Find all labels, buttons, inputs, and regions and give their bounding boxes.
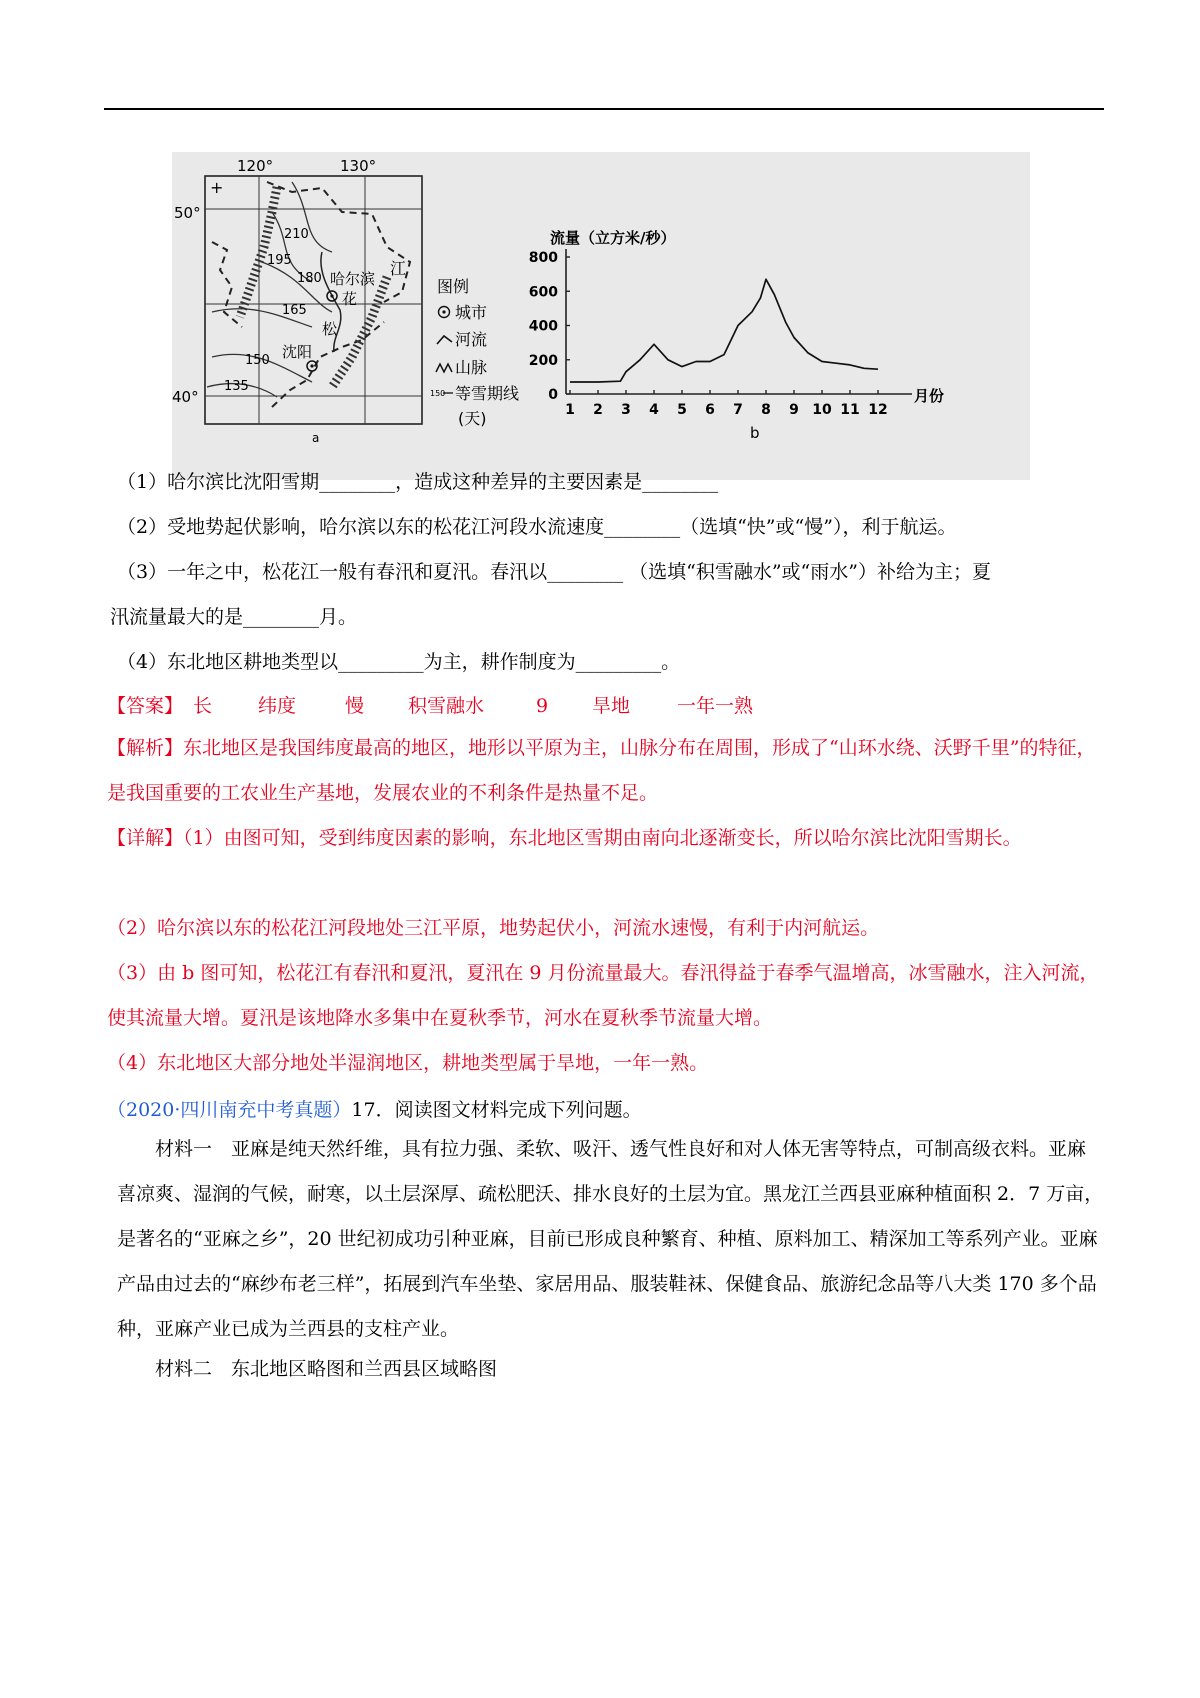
legend-city-dot xyxy=(442,310,445,313)
chart-y-tick-label: 200 xyxy=(528,352,558,369)
legend-item-river: 河流 xyxy=(455,330,488,349)
chart-x-tick-label: 8 xyxy=(761,402,771,418)
chart-x-tick-label: 11 xyxy=(840,402,860,418)
city-label-shenyang: 沈阳 xyxy=(282,343,313,361)
chart-x-tick-label: 2 xyxy=(593,402,603,418)
answer-item: 一年一熟 xyxy=(677,695,754,717)
detail-label: 【详解】 xyxy=(107,827,184,849)
chart-x-tick-label: 1 xyxy=(565,402,575,418)
question-2-num: （2） xyxy=(117,516,168,538)
map-label-a: a xyxy=(312,431,320,445)
material-2-text: 东北地区略图和兰西县区域略图 xyxy=(231,1358,498,1380)
question-3-text-1: 一年之中，松花江一般有春汛和夏汛。春汛以________ （选填“积雪融水”或“雨水”）补给为主；夏 xyxy=(167,561,991,583)
answer-item: 长 xyxy=(193,695,213,717)
isoline-label-135: 135 xyxy=(224,379,249,394)
answer-item: 旱地 xyxy=(592,695,631,717)
question-2 xyxy=(117,515,956,539)
legend-snowline-prefix: 150 xyxy=(430,389,446,398)
chart-y-tick-label: 800 xyxy=(528,250,558,266)
chart-label-b: b xyxy=(750,424,760,442)
map-border-west xyxy=(212,242,242,327)
chart-x-tick-label: 3 xyxy=(621,402,631,418)
city-harbin-dot xyxy=(330,294,333,297)
question-3-line-2 xyxy=(110,605,357,629)
detail-paragraph-3: （3）由 b 图可知，松花江有春汛和夏汛，夏汛在 9 月份流量最大。春汛得益于春季气温增高，冰雪融水，注入河流，使其流量大增。夏汛是该地降水多集中在夏秋季节，河水在夏秋季节流量大增。 xyxy=(107,962,1099,1029)
question-1-text: 哈尔滨比沈阳雪期________，造成这种差异的主要因素是________ xyxy=(167,471,719,493)
isoline-label-210: 210 xyxy=(284,227,309,242)
answer-item: 9 xyxy=(536,695,549,717)
chart-xlabel: 月份 xyxy=(914,387,945,405)
isoline-label-180: 180 xyxy=(297,271,322,286)
analysis-label: 【解析】 xyxy=(107,737,184,759)
detail-paragraph-2: （2）哈尔滨以东的松花江河段地处三江平原，地势起伏小，河流水速慢，有利于内河航运。 xyxy=(107,917,880,939)
chart-ylabel: 流量（立方米/秒） xyxy=(550,229,676,247)
figure-svg xyxy=(172,152,1030,480)
question-4-text: 东北地区耕地类型以_________为主，耕作制度为_________。 xyxy=(167,651,681,673)
question-3-text-2: 汛流量最大的是________月。 xyxy=(110,606,358,628)
mountain-range-east xyxy=(332,277,387,387)
question-2-text: 受地势起伏影响，哈尔滨以东的松花江河段水流速度________（选填“快”或“慢”），利于航运。 xyxy=(167,516,957,538)
legend-item-city: 城市 xyxy=(455,303,488,322)
chart-x-tick-label: 9 xyxy=(789,402,799,418)
question-4-num: （4） xyxy=(117,651,168,673)
legend-item-mountain: 山脉 xyxy=(455,358,488,377)
city-label-harbin: 哈尔滨 xyxy=(330,270,376,288)
figure-panel xyxy=(172,152,1030,480)
detail-text-1: （1）由图可知，受到纬度因素的影响，东北地区雪期由南向北逐渐变长，所以哈尔滨比沈阳雪期长。 xyxy=(183,827,1022,849)
chart-x-tick-label: 7 xyxy=(733,402,743,418)
city-shenyang-dot xyxy=(310,364,313,367)
detail-paragraph-1 xyxy=(107,816,1105,861)
answer-item: 纬度 xyxy=(258,695,297,717)
material-2-label: 材料二 xyxy=(155,1358,213,1380)
question-1 xyxy=(117,470,718,494)
map-legend xyxy=(430,277,519,428)
detail-paragraph-4: （4）东北地区大部分地处半湿润地区，耕地类型属于旱地，一年一熟。 xyxy=(107,1052,709,1074)
answer-item: 慢 xyxy=(345,695,365,717)
question-source: （2020·四川南充中考真题） xyxy=(107,1099,352,1121)
question-3-num: （3） xyxy=(117,561,168,583)
question-prompt: 17．阅读图文材料完成下列问题。 xyxy=(351,1099,642,1121)
flow-chart xyxy=(529,229,944,442)
answer-label: 【答案】 xyxy=(107,695,184,717)
map-plus-mark: + xyxy=(210,178,224,197)
legend-item-snowline: 等雪期线 xyxy=(455,384,520,403)
isoline-label-150: 150 xyxy=(245,353,270,368)
next-question xyxy=(107,1098,642,1122)
chart-x-tick-label: 12 xyxy=(868,402,888,418)
header-rule xyxy=(104,108,1104,110)
map-a xyxy=(172,157,422,445)
lat-label-50: 50° xyxy=(174,204,201,222)
isoline-label-195: 195 xyxy=(267,253,292,268)
legend-snowline-unit: (天) xyxy=(458,409,487,428)
chart-x-tick-label: 6 xyxy=(705,402,715,418)
chart-y-tick-label: 400 xyxy=(528,318,558,335)
river-char-hua: 花 xyxy=(342,290,358,308)
chart-series-line xyxy=(570,279,878,382)
legend-river-icon xyxy=(437,336,452,344)
chart-y-tick-label: 600 xyxy=(528,284,558,301)
chart-x-tick-label: 4 xyxy=(649,402,659,418)
material-1-label: 材料一 xyxy=(155,1138,213,1160)
chart-x-tick-label: 5 xyxy=(677,402,687,418)
analysis-paragraph xyxy=(107,726,1105,816)
analysis-text: 东北地区是我国纬度最高的地区，地形以平原为主，山脉分布在周围，形成了“山环水绕、沃野千里”的特征，是我国重要的工农业生产基地，发展农业的不利条件是热量不足。 xyxy=(107,737,1096,804)
legend-title: 图例 xyxy=(437,277,470,296)
legend-mountain-icon xyxy=(436,364,452,372)
chart-x-tick-label: 10 xyxy=(812,402,832,418)
material-1-paragraph xyxy=(117,1127,1105,1352)
river-char-song: 松 xyxy=(322,320,338,338)
question-1-num: （1） xyxy=(117,471,168,493)
question-3-line-1 xyxy=(117,560,991,584)
lon-label-120: 120° xyxy=(237,157,274,175)
chart-y-tick-label: 0 xyxy=(548,387,558,403)
material-2-paragraph xyxy=(117,1347,1105,1392)
answer-line xyxy=(107,694,183,718)
answer-item: 积雪融水 xyxy=(408,695,485,717)
material-1-text: 亚麻是纯天然纤维，具有拉力强、柔软、吸汗、透气性良好和对人体无害等特点，可制高级衣料。亚麻喜凉爽、湿润的气候，耐寒，以土层深厚、疏松肥沃、排水良好的土层为宜。黑龙江兰西县亚麻种植面积 2．7 万亩，是著名的“亚麻之乡”，20 世纪初成功引种亚麻，目前已形成良种繁育、种植、原料加工、精深加工等系列产业。亚麻产品由过去的“麻纱布老三样”，拓展到汽车坐垫、家居用品、服装鞋袜、保健食品、旅游纪念品等八大类 170 多个品种，亚麻产业已成为兰西县的支柱产业。 xyxy=(117,1138,1104,1340)
question-4 xyxy=(117,650,680,674)
river-char-jiang: 江 xyxy=(390,259,407,278)
isoline-label-165: 165 xyxy=(282,303,307,318)
lat-label-40: 40° xyxy=(172,388,199,406)
lon-label-130: 130° xyxy=(340,157,377,175)
